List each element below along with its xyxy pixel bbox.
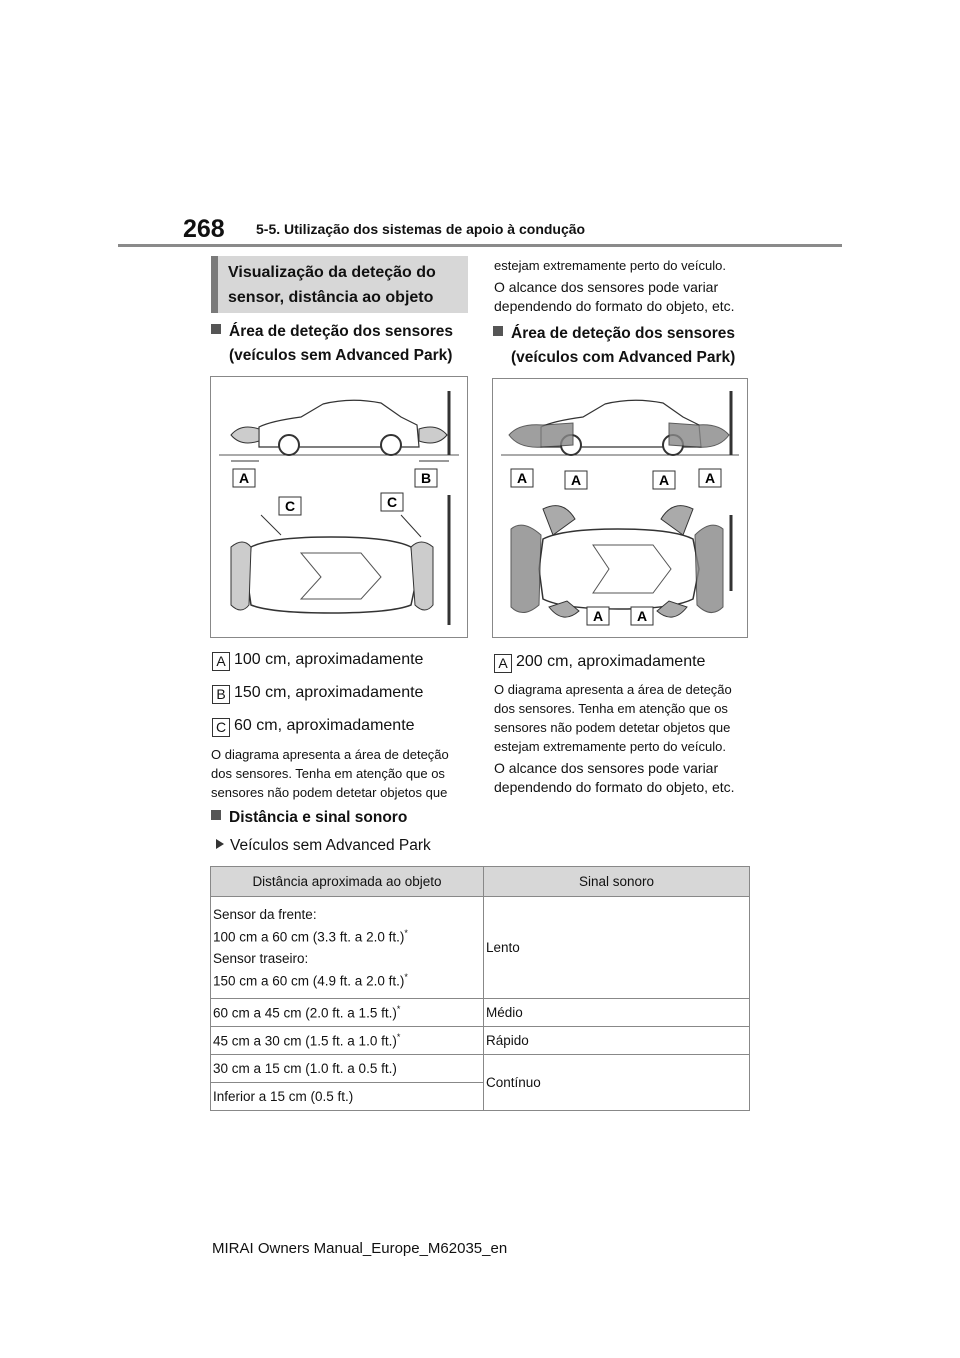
section-heading-line2: sensor, distância ao objeto [228,289,434,306]
table-cell: Sensor da frente: 100 cm a 60 cm (3.3 ft. a 2.0 ft.)* Sensor traseiro: 150 cm a 60 cm (4.9 ft. a 2.0 ft.)* [211,897,484,999]
square-bullet-icon [211,810,221,820]
column-header-signal: Sinal sonoro [484,867,750,897]
figure-label: C [386,494,398,510]
car-diagram-left [211,377,467,637]
table-cell: Rápido [484,1027,750,1055]
table-row [211,1027,750,1055]
distance-subheading: Distância e sinal sonoro [211,806,407,830]
table-row [211,999,750,1027]
figure-label: A [636,608,648,624]
figure-label: B [420,470,432,486]
triangle-bullet-icon [216,839,224,849]
table-cell: 45 cm a 30 cm (1.5 ft. a 1.0 ft.)* [211,1027,484,1055]
bullet-without-advanced-park: Veículos sem Advanced Park [216,837,431,855]
figure-label: C [284,498,296,514]
table-cell: 60 cm a 45 cm (2.0 ft. a 1.5 ft.)* [211,999,484,1027]
table-cell: 30 cm a 15 cm (1.0 ft. a 0.5 ft.) [211,1055,484,1083]
square-bullet-icon [211,324,221,334]
table-header-row [211,867,750,897]
figure-label: A [592,608,604,624]
figure-label: A [238,470,250,486]
table-row [211,1055,750,1083]
sensor-area-diagram-with-advanced-park [492,378,748,638]
car-diagram-right [493,379,747,637]
page-number: 268 [183,215,225,243]
section-heading-line1: Visualização da deteção do [228,264,436,281]
figure-label: A [658,472,670,488]
square-bullet-icon [493,326,503,336]
section-heading [211,256,468,313]
right-note: O diagrama apresenta a área de deteção dos sensores. Tenha em atenção que os sensores não podem detetar objetos que estejam extremamente perto do veículo. [494,682,732,754]
sensor-area-diagram-without-advanced-park [210,376,468,638]
header-rule [118,244,842,247]
legend-b: B 150 cm, aproximadamente [212,683,423,704]
table-row [211,897,750,999]
range-note: O alcance dos sensores pode variar dependendo do formato do objeto, etc. [494,279,735,314]
left-subheading: Área de deteção dos sensores (veículos sem Advanced Park) [211,320,453,368]
distance-signal-table [210,866,750,1111]
legend-c: C 60 cm, aproximadamente [212,716,415,737]
table-cell: Médio [484,999,750,1027]
table-cell: Inferior a 15 cm (0.5 ft.) [211,1083,484,1111]
continued-text: estejam extremamente perto do veículo. [494,258,726,273]
column-header-distance: Distância aproximada ao objeto [211,867,484,897]
legend-a-right: A 200 cm, aproximadamente [494,652,705,673]
right-subheading: Área de deteção dos sensores (veículos com Advanced Park) [493,322,735,370]
table-cell: Lento [484,897,750,999]
footer-manual-name: MIRAI Owners Manual_Europe_M62035_en [212,1240,508,1257]
left-note: O diagrama apresenta a área de deteção dos sensores. Tenha em atenção que os sensores não podem detetar objetos que [211,747,449,800]
figure-label: A [704,470,716,486]
section-title: 5-5. Utilização dos sistemas de apoio à condução [256,221,586,237]
right-range-note: O alcance dos sensores pode variar dependendo do formato do objeto, etc. [494,760,735,795]
table-cell: Contínuo [484,1055,750,1111]
legend-a: A 100 cm, aproximadamente [212,650,423,671]
figure-label: A [570,472,582,488]
figure-label: A [516,470,528,486]
